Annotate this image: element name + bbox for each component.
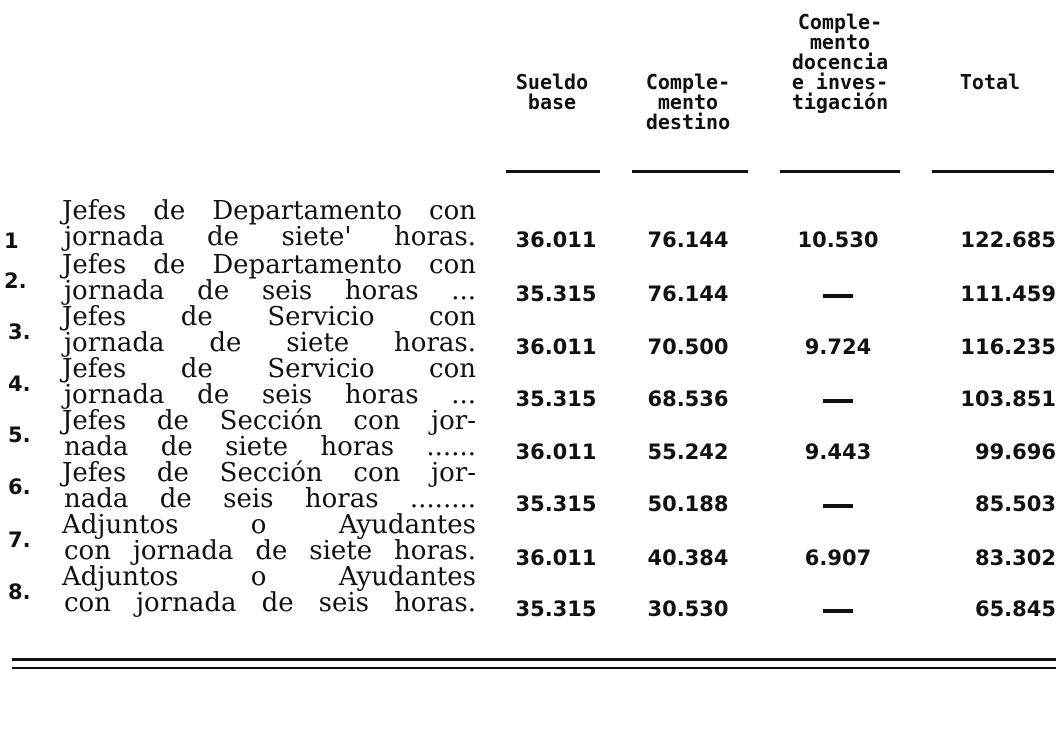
- row-number: 6.: [8, 475, 31, 499]
- cell-sueldo-base: 36.011: [515, 546, 597, 570]
- row-number: 3.: [8, 320, 31, 344]
- table-bottom-rule-top: [12, 658, 1056, 661]
- row-description-line1: Jefes de Servicio con: [62, 354, 476, 384]
- cell-total: 85.503: [974, 492, 1056, 516]
- cell-complemento-destino: 76.144: [647, 228, 729, 252]
- row-description-line1: Adjuntos o Ayudantes: [62, 510, 476, 540]
- cell-total: 99.696: [974, 440, 1056, 464]
- row-number: 7.: [8, 528, 31, 552]
- row-number: 5.: [8, 423, 31, 447]
- header-complemento-destino: Comple- mento destino: [645, 70, 731, 134]
- cell-sueldo-base: 35.315: [515, 282, 597, 306]
- row-description-line2: nada de siete horas ......: [64, 432, 476, 462]
- row-number: 1: [4, 229, 19, 253]
- row-description: [62, 460, 476, 512]
- cell-total: 65.845: [974, 597, 1056, 621]
- row-description: [62, 408, 476, 460]
- row-description-line2: jornada de siete' horas.: [64, 222, 476, 252]
- row-description-line1: Jefes de Sección con jor-: [62, 406, 476, 436]
- empty-dash: [823, 294, 853, 298]
- row-description-line2: nada de seis horas ........: [64, 484, 476, 514]
- cell-complemento-destino: 40.384: [647, 546, 729, 570]
- row-description-line2: jornada de seis horas ...: [64, 380, 476, 410]
- row-description-line2: con jornada de seis horas.: [64, 588, 476, 618]
- cell-complemento-destino: 30.530: [647, 597, 729, 621]
- row-number: 8.: [8, 580, 31, 604]
- row-description-line2: con jornada de siete horas.: [64, 536, 476, 566]
- row-description: [62, 198, 476, 250]
- empty-dash: [823, 504, 853, 508]
- row-description: [62, 252, 476, 304]
- cell-complemento-docencia: 9.724: [804, 335, 872, 359]
- row-description: [62, 512, 476, 564]
- header-rule-sueldo-base: [506, 170, 600, 173]
- header-rule-complemento-destino: [632, 170, 748, 173]
- row-number: 2.: [4, 269, 27, 293]
- cell-complemento-destino: 50.188: [647, 492, 729, 516]
- cell-complemento-destino: 76.144: [647, 282, 729, 306]
- row-description-line1: Adjuntos o Ayudantes: [62, 562, 476, 592]
- cell-total: 103.851: [960, 387, 1056, 411]
- cell-complemento-destino: 55.242: [647, 440, 729, 464]
- cell-total: 83.302: [974, 546, 1056, 570]
- cell-sueldo-base: 35.315: [515, 492, 597, 516]
- cell-sueldo-base: 35.315: [515, 597, 597, 621]
- row-description: [62, 304, 476, 356]
- row-description-line1: Jefes de Departamento con: [62, 250, 476, 280]
- empty-dash: [823, 399, 853, 403]
- header-rule-complemento-docencia: [780, 170, 900, 173]
- cell-sueldo-base: 36.011: [515, 335, 597, 359]
- cell-total: 111.459: [960, 282, 1056, 306]
- empty-dash: [823, 609, 853, 613]
- cell-complemento-docencia: 6.907: [804, 546, 872, 570]
- header-sueldo-base: Sueldo base: [515, 70, 589, 114]
- cell-sueldo-base: 36.011: [515, 440, 597, 464]
- cell-sueldo-base: 36.011: [515, 228, 597, 252]
- header-complemento-docencia: Comple- mento docencia e inves- tigación: [791, 10, 889, 114]
- cell-complemento-docencia: 9.443: [804, 440, 872, 464]
- table-bottom-rule-bottom: [12, 667, 1056, 669]
- row-number: 4.: [8, 372, 31, 396]
- cell-complemento-destino: 68.536: [647, 387, 729, 411]
- row-description: [62, 356, 476, 408]
- row-description-line1: Jefes de Sección con jor-: [62, 458, 476, 488]
- cell-sueldo-base: 35.315: [515, 387, 597, 411]
- cell-complemento-docencia: 10.530: [797, 228, 879, 252]
- cell-total: 116.235: [960, 335, 1056, 359]
- cell-total: 122.685: [960, 228, 1056, 252]
- header-total: Total: [959, 70, 1021, 94]
- row-description-line1: Jefes de Departamento con: [62, 196, 476, 226]
- row-description-line2: jornada de siete horas.: [64, 328, 476, 358]
- header-rule-total: [932, 170, 1054, 173]
- row-description-line2: jornada de seis horas ...: [64, 276, 476, 306]
- row-description-line1: Jefes de Servicio con: [62, 302, 476, 332]
- row-description: [62, 564, 476, 616]
- cell-complemento-destino: 70.500: [647, 335, 729, 359]
